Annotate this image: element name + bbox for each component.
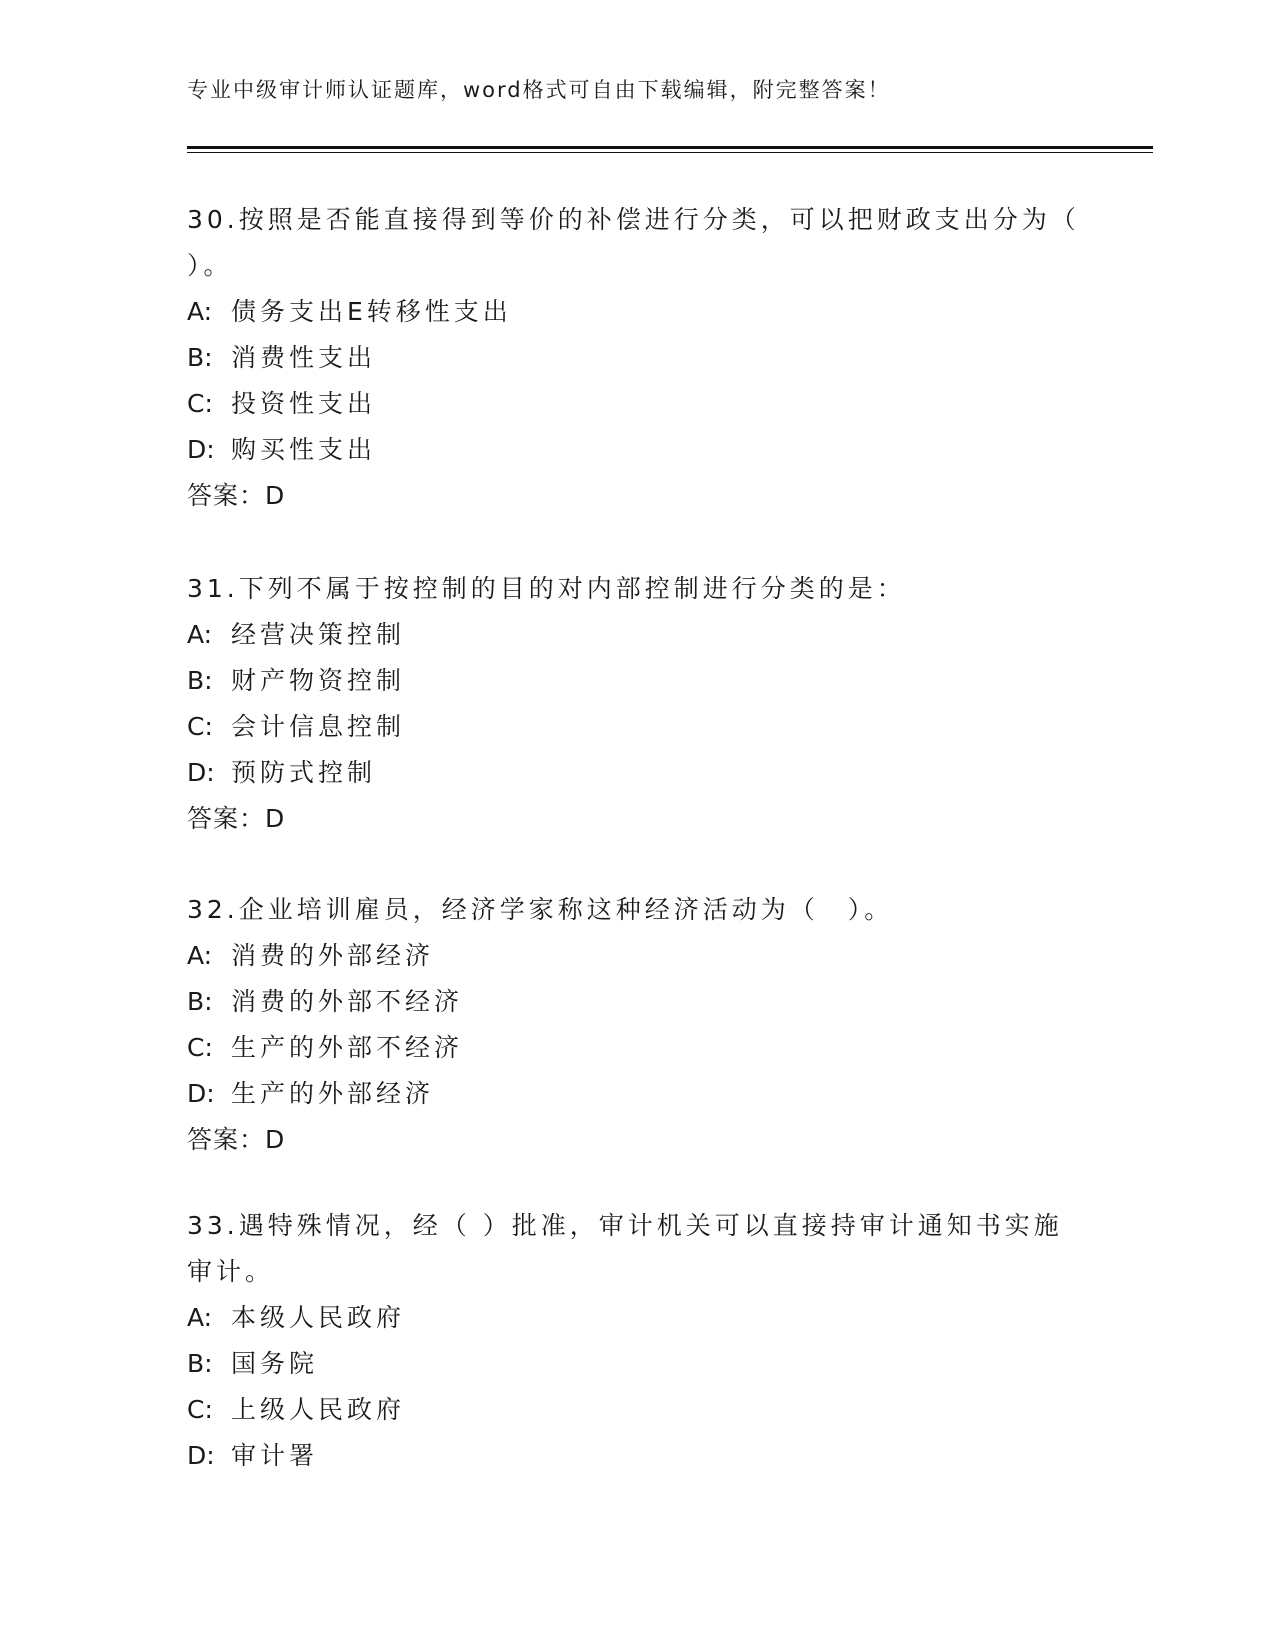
option-d <box>187 1071 1087 1117</box>
answer-line: 答案：D <box>187 481 286 510</box>
option-c <box>187 381 1087 427</box>
option-c <box>187 704 1087 750</box>
option-text: 审计署 <box>231 1441 319 1470</box>
option-text: 购买性支出 <box>231 435 377 464</box>
option-text: 国务院 <box>231 1349 319 1378</box>
question-stem-line: ）。 <box>187 251 233 280</box>
option-b <box>187 1341 1087 1387</box>
option-key: A: <box>187 1303 213 1332</box>
option-text: 经营决策控制 <box>231 620 406 649</box>
option-key: B: <box>187 1349 213 1378</box>
option-c <box>187 1025 1087 1071</box>
option-text: 上级人民政府 <box>231 1395 406 1424</box>
option-key: A: <box>187 620 213 649</box>
question-30 <box>187 197 1087 519</box>
option-a <box>187 1295 1087 1341</box>
option-text: 财产物资控制 <box>231 666 406 695</box>
option-text: 消费性支出 <box>231 343 377 372</box>
option-d <box>187 1433 1087 1479</box>
option-text: 会计信息控制 <box>231 712 406 741</box>
option-key: C: <box>187 1395 213 1424</box>
option-key: D: <box>187 758 215 787</box>
option-c <box>187 1387 1087 1433</box>
question-stem-line: 30.按照是否能直接得到等价的补偿进行分类，可以把财政支出分为（ <box>187 205 1080 234</box>
header-rule-thick <box>187 146 1153 149</box>
question-stem-line: 审计。 <box>187 1257 275 1286</box>
option-b <box>187 979 1087 1025</box>
option-b <box>187 658 1087 704</box>
option-text: 消费的外部不经济 <box>231 987 464 1016</box>
option-text: 投资性支出 <box>231 389 377 418</box>
option-key: B: <box>187 987 213 1016</box>
option-key: C: <box>187 389 213 418</box>
option-a <box>187 933 1087 979</box>
option-text: 消费的外部经济 <box>231 941 435 970</box>
answer-line: 答案：D <box>187 1125 286 1154</box>
option-key: D: <box>187 435 215 464</box>
option-text: 本级人民政府 <box>231 1303 406 1332</box>
option-key: D: <box>187 1441 215 1470</box>
option-d <box>187 750 1087 796</box>
option-key: B: <box>187 666 213 695</box>
question-33 <box>187 1203 1087 1479</box>
option-text: 生产的外部经济 <box>231 1079 435 1108</box>
option-key: A: <box>187 941 213 970</box>
option-d <box>187 427 1087 473</box>
option-a <box>187 289 1087 335</box>
question-32 <box>187 887 1087 1163</box>
question-stem-line: 32.企业培训雇员，经济学家称这种经济活动为（ ）。 <box>187 895 894 924</box>
option-text: 债务支出E转移性支出 <box>231 297 512 326</box>
question-31 <box>187 566 1087 842</box>
question-stem-line: 33.遇特殊情况，经（ ）批准，审计机关可以直接持审计通知书实施 <box>187 1211 1063 1240</box>
option-key: B: <box>187 343 213 372</box>
option-text: 预防式控制 <box>231 758 377 787</box>
header-rule-thin <box>187 152 1153 153</box>
answer-line: 答案：D <box>187 804 286 833</box>
option-key: C: <box>187 1033 213 1062</box>
option-key: A: <box>187 297 213 326</box>
option-b <box>187 335 1087 381</box>
question-stem-line: 31.下列不属于按控制的目的对内部控制进行分类的是： <box>187 574 906 603</box>
option-key: C: <box>187 712 213 741</box>
option-text: 生产的外部不经济 <box>231 1033 464 1062</box>
option-a <box>187 612 1087 658</box>
page-header: 专业中级审计师认证题库，word格式可自由下载编辑，附完整答案！ <box>187 78 891 102</box>
option-key: D: <box>187 1079 215 1108</box>
